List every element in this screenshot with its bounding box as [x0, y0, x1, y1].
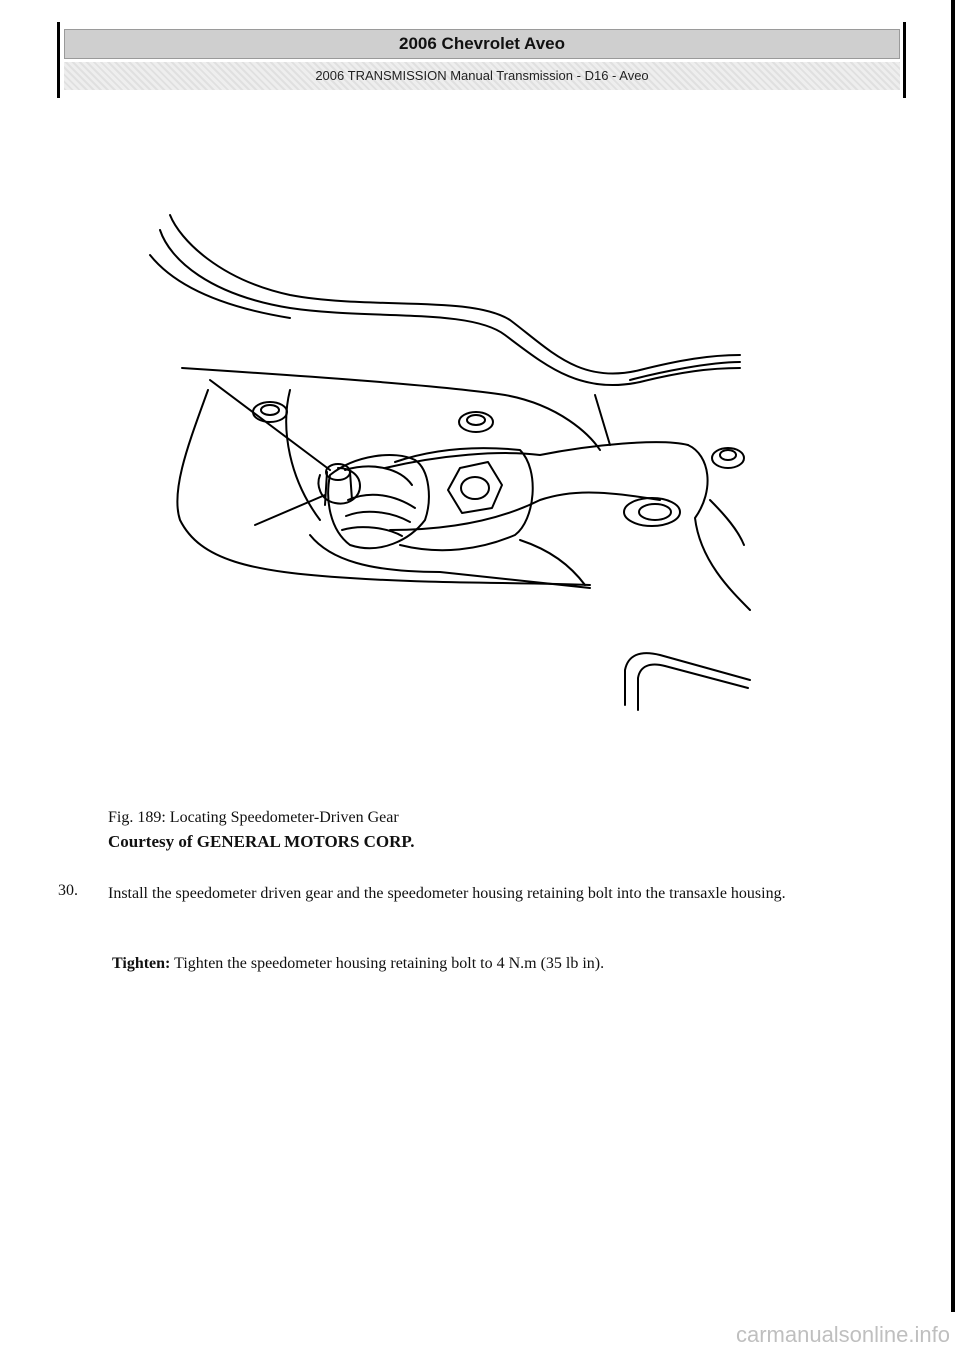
site-watermark: carmanualsonline.info	[735, 1322, 950, 1347]
step-number: 30.	[58, 882, 78, 899]
tighten-instruction	[112, 955, 604, 973]
figure-caption: Fig. 189: Locating Speedometer-Driven Gear	[108, 809, 399, 826]
document-subtitle: 2006 TRANSMISSION Manual Transmission - D16 - Aveo	[64, 62, 900, 90]
speedometer-gear-illustration	[140, 200, 780, 745]
step-instruction: Install the speedometer driven gear and the speedometer housing retaining bolt into the transaxle housing.	[108, 885, 786, 902]
document-title: 2006 Chevrolet Aveo	[64, 29, 900, 59]
tighten-text: Tighten the speedometer housing retaining bolt to 4 N.m (35 lb in).	[170, 955, 605, 972]
header-right-rule	[903, 22, 906, 98]
tighten-label: Tighten:	[112, 955, 171, 972]
figure-courtesy: Courtesy of GENERAL MOTORS CORP.	[108, 832, 415, 851]
header-left-rule	[57, 22, 60, 98]
page-right-edge	[951, 0, 955, 1312]
